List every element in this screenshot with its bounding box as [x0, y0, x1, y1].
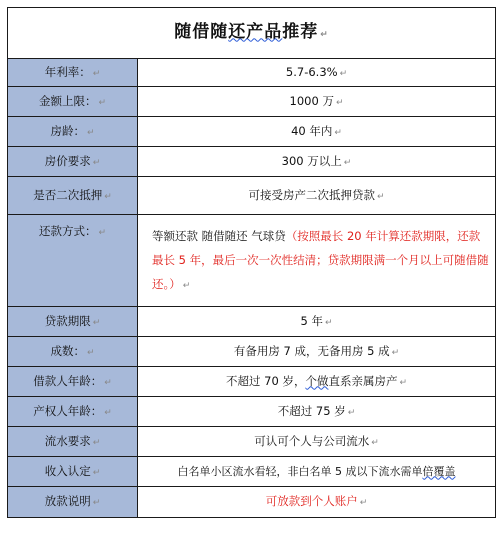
table-row	[8, 307, 496, 337]
row-label: 收入认定 ↵	[8, 457, 138, 487]
table-row	[8, 87, 496, 117]
row-value: 1000 万 ↵	[138, 87, 496, 117]
title-row	[8, 8, 496, 59]
row-value: 可接受房产二次抵押贷款 ↵	[138, 177, 496, 215]
row-label: 年利率： ↵	[8, 59, 138, 87]
table-row	[8, 177, 496, 215]
row-value: 可认可个人与公司流水 ↵	[138, 427, 496, 457]
row-value: 等额还款 随借随还 气球贷（按照最长 20 年计算还款期限，还款最长 5 年，最后一次一次性结清；贷款期限满一个月以上可随借随还。） ↵	[138, 215, 496, 307]
row-label: 贷款期限 ↵	[8, 307, 138, 337]
row-label: 金额上限： ↵	[8, 87, 138, 117]
table-row	[8, 487, 496, 518]
row-label: 流水要求 ↵	[8, 427, 138, 457]
row-value: 40 年内 ↵	[138, 117, 496, 147]
row-value: 可放款到个人账户 ↵	[138, 487, 496, 518]
row-label: 成数： ↵	[8, 337, 138, 367]
row-label: 是否二次抵押 ↵	[8, 177, 138, 215]
table-row	[8, 367, 496, 397]
row-label: 借款人年龄： ↵	[8, 367, 138, 397]
product-table	[7, 7, 496, 518]
row-value: 300 万以上 ↵	[138, 147, 496, 177]
page-title: 随借随还产品推荐 ↵	[8, 8, 496, 59]
row-label: 房龄： ↵	[8, 117, 138, 147]
row-value: 有备用房 7 成，无备用房 5 成 ↵	[138, 337, 496, 367]
table-row	[8, 457, 496, 487]
row-label: 产权人年龄： ↵	[8, 397, 138, 427]
row-value: 5.7-6.3% ↵	[138, 59, 496, 87]
table-row	[8, 215, 496, 307]
row-value: 白名单小区流水看轻，非白名单 5 成以下流水需单倍覆盖	[138, 457, 496, 487]
table-row	[8, 397, 496, 427]
row-label: 还款方式： ↵	[8, 215, 138, 307]
table-row	[8, 147, 496, 177]
row-label: 放款说明 ↵	[8, 487, 138, 518]
row-label: 房价要求 ↵	[8, 147, 138, 177]
row-value: 不超过 75 岁 ↵	[138, 397, 496, 427]
row-value: 5 年 ↵	[138, 307, 496, 337]
row-value: 不超过 70 岁，个做直系亲属房产 ↵	[138, 367, 496, 397]
table-row	[8, 337, 496, 367]
document-page	[7, 7, 495, 518]
table-row	[8, 117, 496, 147]
table-row	[8, 59, 496, 87]
table-row	[8, 427, 496, 457]
